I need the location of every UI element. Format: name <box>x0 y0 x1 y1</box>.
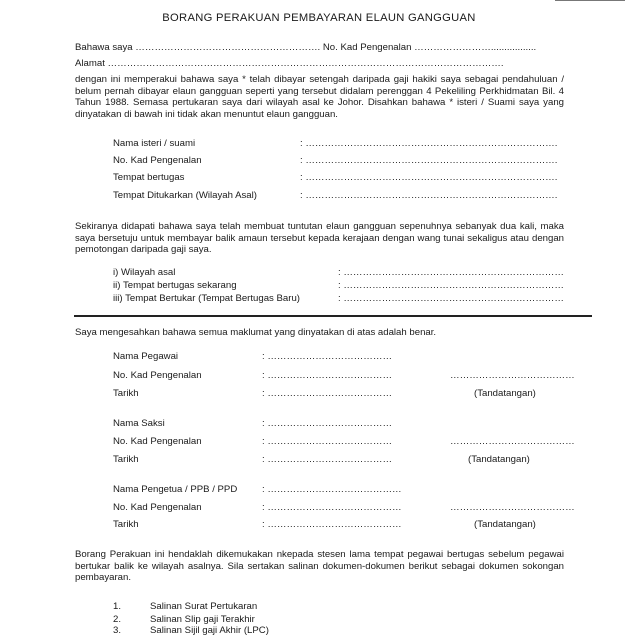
witness-name-label: Nama Saksi <box>113 418 165 429</box>
witness-signature-caption: (Tandatangan) <box>468 454 530 465</box>
officer-name-label: Nama Pegawai <box>113 351 179 362</box>
confirmation-statement: Saya mengesahkan bahawa semua maklumat yang dinyatakan di atas adalah benar. <box>75 327 437 338</box>
new-workplace-label: iii) Tempat Bertukar (Tempat Bertugas Baru) <box>113 293 300 304</box>
officer-name-field[interactable]: : ………………………………… <box>262 351 393 362</box>
witness-date-field[interactable]: : ………………………………… <box>262 454 393 465</box>
officer-date-label: Tarikh <box>113 388 139 399</box>
address-line: Alamat ……………………………………………………………………………………………………………. <box>75 58 504 69</box>
officer-date-field[interactable]: : ………………………………… <box>262 388 393 399</box>
top-edge-line <box>555 0 625 1</box>
principal-name-label: Nama Pengetua / PPB / PPD <box>113 484 238 495</box>
witness-name-field[interactable]: : ………………………………… <box>262 418 393 429</box>
current-workplace-label: ii) Tempat bertugas sekarang <box>113 280 237 291</box>
attachment-item: Salinan Sijil gaji Akhir (LPC) <box>150 625 269 636</box>
declaration-paragraph: dengan ini memperakui bahawa saya * telah dibayar setengah daripada gaji hakiki saya sebagai pendahuluan / belum pernah dibayar elaun gangguan seperti yang tersebut didalam perenggan 4 Pekeliling Perkhidmatan Bil. 4 Tahun 1988. Semasa pertukaran saya dari wilayah asal ke Johor. Disahkan bahawa * isteri / Suami saya yang dinyatakan di bawah ini tidak akan menuntut elaun gangguan. <box>75 74 564 120</box>
declarant-name-line: Bahawa saya …………………………………………………. No. Kad Pengenalan ……………………................. <box>75 42 537 53</box>
principal-signature-line[interactable]: ………………………………… <box>450 502 575 513</box>
current-workplace-field[interactable]: : …………………………………………………………… <box>338 280 564 291</box>
repayment-paragraph: Sekiranya didapati bahawa saya telah membuat tuntutan elaun gangguan sepenuhnya sebanyak dua kali, maka saya bersetuju untuk membayar balik amaun tersebut kepada kerajaan dengan wang tunai sekaligus atau dengan pemotongan daripada gaji saya. <box>75 221 564 256</box>
attachment-number: 1. <box>113 601 122 612</box>
spouse-workplace-field[interactable]: : ……………………………………………………………………. <box>300 172 558 183</box>
witness-ic-label: No. Kad Pengenalan <box>113 436 202 447</box>
new-workplace-field[interactable]: : …………………………………………………………… <box>338 293 564 304</box>
form-title: BORANG PERAKUAN PEMBAYARAN ELAUN GANGGUAN <box>162 12 476 24</box>
spouse-transfer-label: Tempat Ditukarkan (Wilayah Asal) <box>113 190 257 201</box>
spouse-name-label: Nama isteri / suami <box>113 138 196 149</box>
section-divider <box>74 315 592 317</box>
submission-instructions: Borang Perakuan ini hendaklah dikemukakan nkepada stesen lama tempat pegawai bertugas sebelum pegawai bertukar balik ke wilayah asalnya. Sila sertakan salinan dokumen-dokumen berikut sebagai dokumen sokongan pembayaran. <box>75 549 564 584</box>
witness-signature-line[interactable]: ………………………………… <box>450 436 575 447</box>
home-region-label: i) Wilayah asal <box>113 267 176 278</box>
principal-date-label: Tarikh <box>113 519 139 530</box>
principal-ic-label: No. Kad Pengenalan <box>113 502 202 513</box>
home-region-field[interactable]: : …………………………………………………………… <box>338 267 564 278</box>
attachment-item: Salinan Slip gaji Terakhir <box>150 614 255 625</box>
spouse-ic-field[interactable]: : ……………………………………………………………………. <box>300 155 558 166</box>
spouse-workplace-label: Tempat bertugas <box>113 172 185 183</box>
principal-name-field[interactable]: : …………………………………… <box>262 484 402 495</box>
attachment-item: Salinan Surat Pertukaran <box>150 601 258 612</box>
attachment-number: 2. <box>113 614 122 625</box>
witness-ic-field[interactable]: : ………………………………… <box>262 436 393 447</box>
officer-signature-caption: (Tandatangan) <box>474 388 536 399</box>
principal-date-field[interactable]: : …………………………………… <box>262 519 402 530</box>
officer-signature-line[interactable]: ………………………………… <box>450 370 575 381</box>
spouse-ic-label: No. Kad Pengenalan <box>113 155 202 166</box>
spouse-transfer-field[interactable]: : ……………………………………………………………………. <box>300 190 558 201</box>
officer-ic-label: No. Kad Pengenalan <box>113 370 202 381</box>
principal-ic-field[interactable]: : …………………………………… <box>262 502 402 513</box>
attachment-number: 3. <box>113 625 122 636</box>
witness-date-label: Tarikh <box>113 454 139 465</box>
officer-ic-field[interactable]: : ………………………………… <box>262 370 393 381</box>
spouse-name-field[interactable]: : ……………………………………………………………………. <box>300 138 558 149</box>
principal-signature-caption: (Tandatangan) <box>474 519 536 530</box>
